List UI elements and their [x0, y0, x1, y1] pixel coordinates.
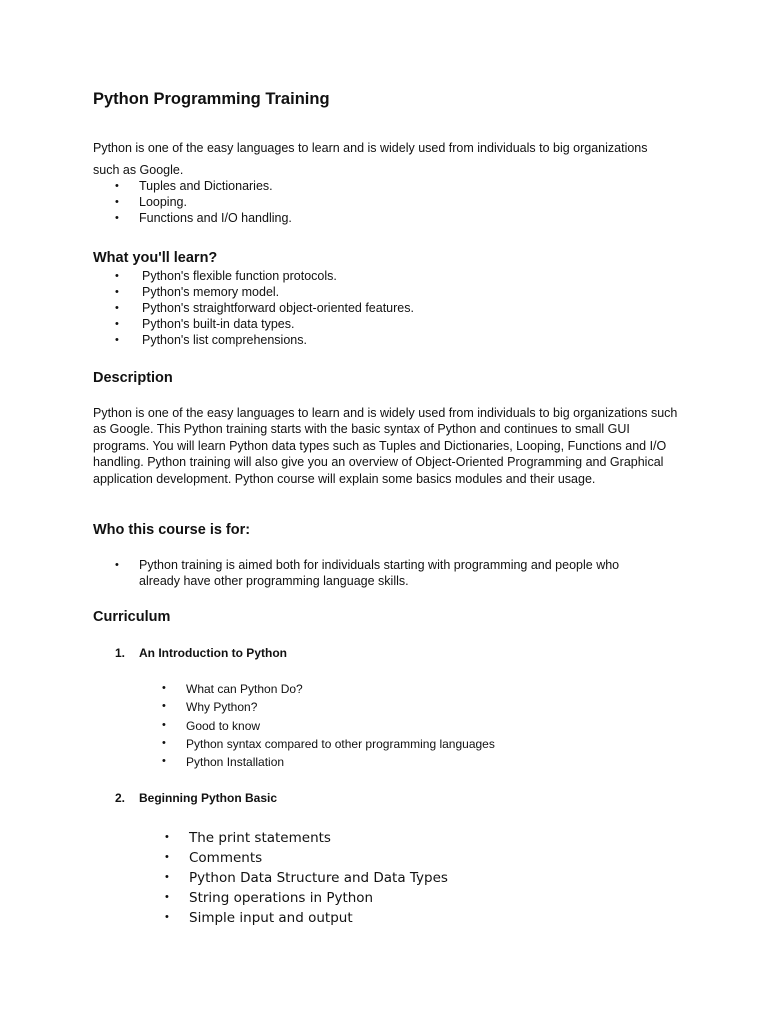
bullet-icon: • — [162, 755, 166, 767]
curriculum-item: Python Data Structure and Data Types — [189, 870, 448, 886]
learn-bullet: Python's built-in data types. — [142, 317, 295, 331]
intro-bullet: Looping. — [139, 195, 187, 209]
bullet-icon: • — [115, 270, 119, 282]
audience-bullet-line-1: Python training is aimed both for individuals starting with programming and people who — [139, 558, 620, 572]
bullet-icon: • — [115, 334, 119, 346]
intro-line-1: Python is one of the easy languages to learn and is widely used from individuals to big organizations — [93, 141, 648, 155]
bullet-icon: • — [162, 682, 166, 694]
section-title: An Introduction to Python — [139, 646, 287, 660]
section-number: 1. — [115, 646, 126, 660]
bullet-icon: • — [165, 851, 169, 863]
intro-bullet: Tuples and Dictionaries. — [139, 179, 273, 193]
bullet-icon: • — [162, 700, 166, 712]
description-paragraph: Python is one of the easy languages to learn and is widely used from individuals to big organizations such as Google. This Python training starts with the basic syntax of Python and continues to small GUI programs. You will learn Python data types such as Tuples and Dictionaries, Looping, Functions and I/O handling. Python training will also give you an overview of Object-Oriented Programming and Graphical application development. Python course will explain some basics modules and their usage. — [93, 406, 678, 486]
curriculum-item: Simple input and output — [189, 910, 353, 926]
learn-bullet: Python's memory model. — [142, 285, 280, 299]
learn-heading: What you'll learn? — [93, 250, 218, 266]
learn-bullet: Python's list comprehensions. — [142, 333, 307, 347]
curriculum-item: Python syntax compared to other programming languages — [186, 737, 495, 751]
bullet-icon: • — [115, 196, 119, 208]
bullet-icon: • — [165, 911, 169, 923]
curriculum-item: Good to know — [186, 719, 261, 733]
bullet-icon: • — [165, 891, 169, 903]
bullet-icon: • — [165, 871, 169, 883]
curriculum-item: What can Python Do? — [186, 682, 303, 696]
curriculum-item: String operations in Python — [189, 890, 374, 906]
bullet-icon: • — [115, 559, 119, 571]
audience-heading: Who this course is for: — [93, 522, 251, 538]
intro-line-2: such as Google. — [93, 163, 184, 177]
bullet-icon: • — [115, 302, 119, 314]
bullet-icon: • — [165, 831, 169, 843]
learn-bullet: Python's straightforward object-oriented features. — [142, 301, 414, 315]
learn-bullet: Python's flexible function protocols. — [142, 269, 337, 283]
bullet-icon: • — [162, 737, 166, 749]
section-title: Beginning Python Basic — [139, 791, 278, 805]
intro-bullet: Functions and I/O handling. — [139, 211, 292, 225]
section-number: 2. — [115, 791, 126, 805]
curriculum-item: Python Installation — [186, 755, 285, 769]
bullet-icon: • — [162, 719, 166, 731]
curriculum-heading: Curriculum — [93, 609, 171, 625]
curriculum-item: Why Python? — [186, 700, 258, 714]
description-heading: Description — [93, 370, 173, 386]
curriculum-item: The print statements — [189, 830, 331, 846]
audience-bullet-line-2: already have other programming language skills. — [139, 574, 409, 588]
curriculum-item: Comments — [189, 850, 263, 866]
bullet-icon: • — [115, 318, 119, 330]
bullet-icon: • — [115, 286, 119, 298]
bullet-icon: • — [115, 212, 119, 224]
bullet-icon: • — [115, 180, 119, 192]
page-title: Python Programming Training — [93, 90, 330, 108]
